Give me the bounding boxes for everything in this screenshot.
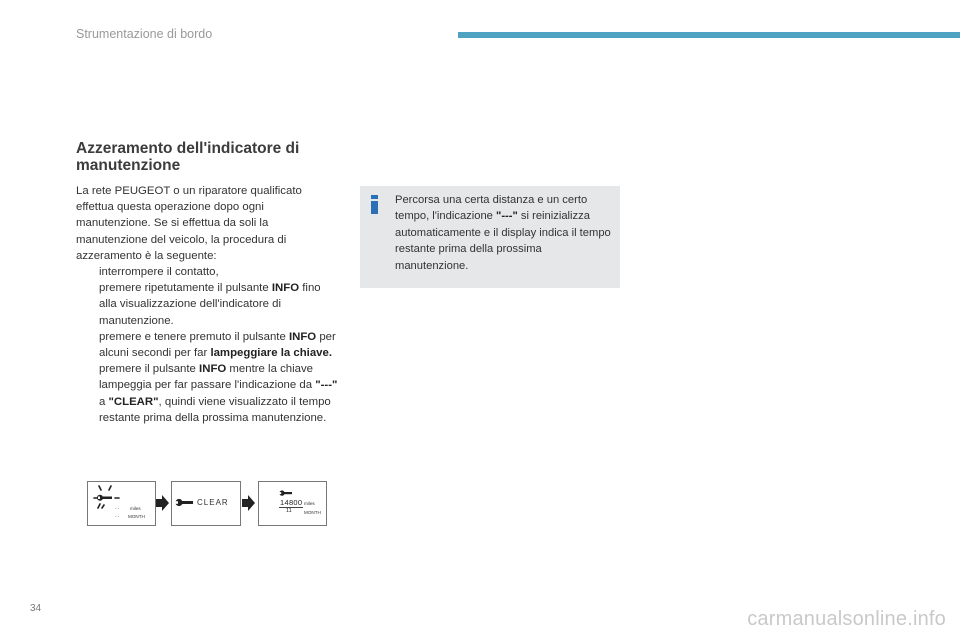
bullet-text-mid2: a <box>99 395 109 408</box>
info-text-pre: Percorsa una certa distanza e un certo tempo, l'indicazione <box>395 194 588 223</box>
bullet-text-post: , quindi viene visualizzato il tempo restante prima della prossima manutenzione. <box>99 395 331 424</box>
display-panel-clear <box>171 481 241 526</box>
info-dashes-emphasis: "---" <box>496 210 518 223</box>
info-button-ref: INFO <box>288 330 317 343</box>
bullet-text-post: fino alla visualizzazione dell'indicatore di manutenzione. <box>99 282 321 327</box>
miles-unit: miles <box>130 506 141 511</box>
dashes-text: - - <box>115 514 120 519</box>
section-header-label: Strumentazione di bordo <box>76 27 213 41</box>
bullet-text-pre: premere e tenere premuto il pulsante <box>99 330 289 343</box>
info-text-post: si reinizializza automaticamente e il display indica il tempo restante prima della prossima manutenzione. <box>395 210 611 272</box>
month-unit: MONTH <box>304 510 321 515</box>
clear-emphasis: "CLEAR" <box>108 395 159 408</box>
dashes-emphasis: "---" <box>315 379 338 392</box>
info-icon <box>370 195 380 213</box>
arrow-right-icon <box>242 494 256 512</box>
display-panel-flashing-key <box>87 481 156 526</box>
bullet-text: interrompere il contatto, <box>99 266 219 279</box>
bullet-text-pre: premere ripetutamente il pulsante <box>99 282 272 295</box>
flash-key-emphasis: lampeggiare la chiave. <box>210 347 332 360</box>
info-text <box>395 192 617 274</box>
clear-display-text: CLEAR <box>197 498 229 507</box>
bullet-item <box>76 361 338 426</box>
odometer-value: 14800 <box>280 498 303 507</box>
months-value: 11 <box>286 508 292 514</box>
display-panel-remaining <box>258 481 327 526</box>
bullet-item <box>76 280 338 329</box>
bullet-item <box>76 329 338 361</box>
flashing-wrench-icon <box>88 482 157 527</box>
arrow-right-icon <box>156 494 170 512</box>
section-title: Azzeramento dell'indicatore di manutenzione <box>76 140 300 174</box>
wrench-icon <box>172 482 196 527</box>
bullet-item <box>76 264 338 280</box>
watermark: carmanualsonline.info <box>747 608 946 630</box>
intro-paragraph: La rete PEUGEOT o un riparatore qualificato effettua questa operazione dopo ogni manutenzione. Se si effettua da soli la manutenzione del veicolo, la procedura di azzeramento è la seguente: <box>76 185 302 262</box>
info-button-ref: INFO <box>271 282 300 295</box>
header-accent-bar <box>458 32 960 38</box>
bullet-text-mid: mentre la chiave lampeggia per far passare l'indicazione da <box>99 363 316 392</box>
info-box <box>360 186 620 288</box>
info-button-ref: INFO <box>199 363 227 376</box>
dashes-text: - - <box>115 506 120 511</box>
miles-unit: miles <box>304 501 315 506</box>
procedure-text <box>76 183 338 426</box>
bullet-text-pre: premere il pulsante <box>99 363 200 376</box>
page-number: 34 <box>30 603 42 614</box>
month-unit: MONTH <box>128 514 145 519</box>
bullet-text-mid: per alcuni secondi per far <box>99 330 336 360</box>
